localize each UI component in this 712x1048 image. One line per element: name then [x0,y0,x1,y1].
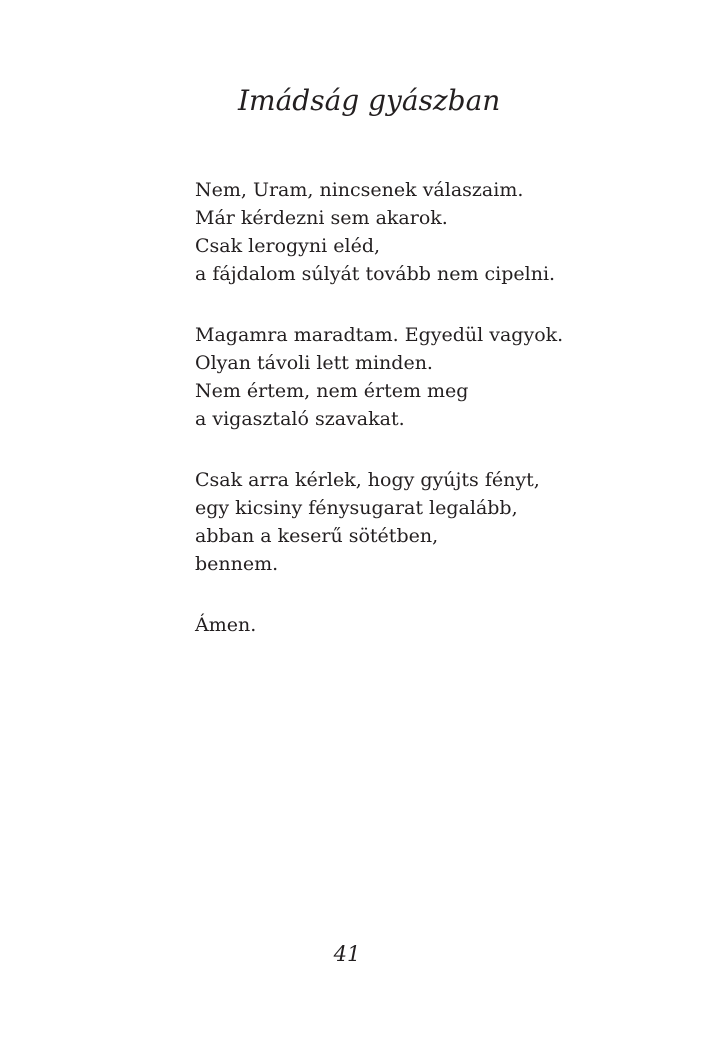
poem-line: Nem értem, nem értem meg [195,380,469,402]
poem-line: Olyan távoli lett minden. [195,352,433,374]
stanza-3 [195,466,675,578]
poem-line: Már kérdezni sem akarok. [195,207,448,229]
poem-line: bennem. [195,553,279,575]
stanza-1 [195,176,675,288]
poem-line: Magamra maradtam. Egyedül vagyok. [195,324,564,346]
poem-line: egy kicsiny fénysugarat legalább, [195,497,518,519]
poem-line: abban a keserű sötétben, [195,525,439,547]
poem-line: Ámen. [195,614,257,636]
page-number: 41 [333,942,361,966]
poem-line: Csak arra kérlek, hogy gyújts fényt, [195,469,540,491]
poem-title: Imádság gyászban [238,84,501,117]
stanza-4 [195,611,675,639]
stanza-2 [195,321,675,433]
poem-body [195,176,675,672]
poem-line: a fájdalom súlyát tovább nem cipelni. [195,263,556,285]
poem-line: Nem, Uram, nincsenek válaszaim. [195,179,524,201]
poem-line: a vigasztaló szavakat. [195,408,405,430]
poem-line: Csak lerogyni eléd, [195,235,381,257]
